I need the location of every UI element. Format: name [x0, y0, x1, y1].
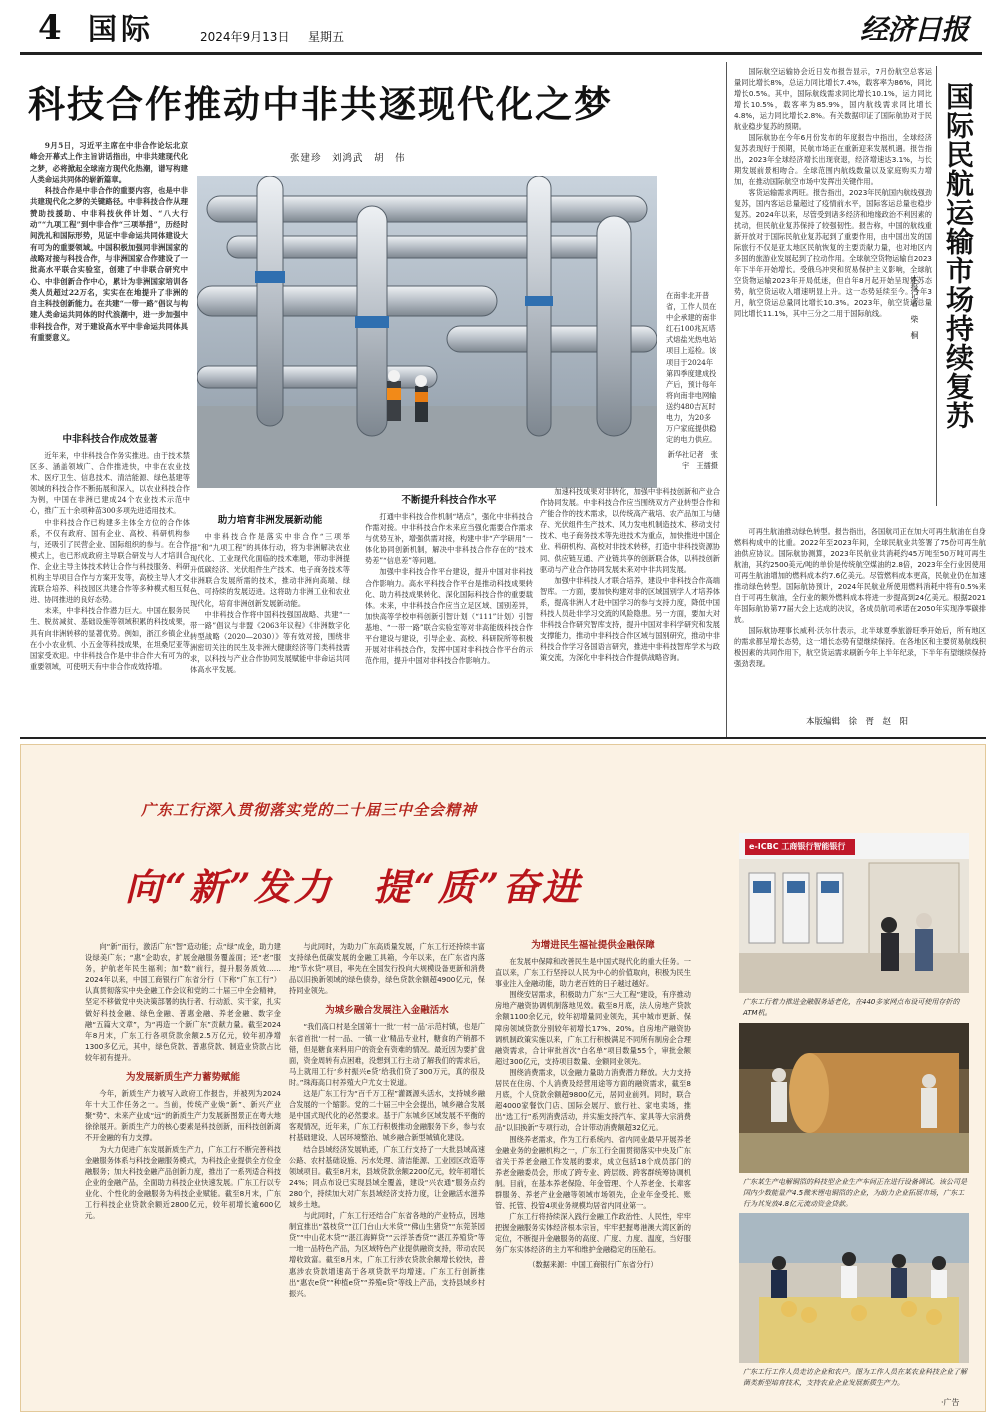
subhead-cooperation-results: 中非科技合作成效显著: [62, 434, 158, 445]
agriculture-visit-photo: [739, 1213, 969, 1363]
paragraph: 可再生航油推动绿色转型。报告指出，各国航司正在加大可再生航油在自身燃料构成中的比重。2022年至2023年间，全球民航业共签署了75份可再生航油供应协议。国际航协测算，2023年民航业共消耗约45万吨至50万吨可再生航油，其约2500美元/吨的单价是传统航空煤油的2.8倍，2023年全行业因使用可再生航油增加的燃料成本约7.6亿美元。尽管燃料成本更高，民航业仍在加速推动绿色转型。国际航协预计，2024年民航业所使用燃料消耗中将有0.5%来自于可再生航油，全行业的额外燃料成本将进一步提高到24亿美元。根据2021年国际航协第77届大会上达成的决议，各成员航司承诺在2050年实现净零碳排放。: [734, 527, 986, 624]
lead-intro: [30, 140, 188, 343]
paragraph: 中非科技合作将中国科技强国战略、共建“一带一路”倡议与非盟《2063年议程》《非洲数字化转型战略（2020—2030）》等有效对接，围绕非洲密切关注的民生及非洲大健康经济等门类科技需求，以科技与产业合作协同发展赋能中非命运共同体高水平发展。: [190, 609, 350, 675]
lead-section-2: [190, 490, 350, 675]
page-header: [0, 0, 1000, 56]
aviation-title: 国际民航运输市场持续复苏: [942, 82, 975, 430]
ad-subhead-urban-rural: 为城乡融合发展注入金融活水: [325, 1005, 449, 1017]
aviation-byline: 本报记者 柴 桐: [910, 275, 919, 339]
paragraph: “我们高口村是全国第十一批‘一村一品’示范村镇，也是广东省首批‘一村一品、一镇一业’精品专业村，糖食的产销都不错，但是糖食来料用户的资金有资难的情况。最近因为要扩盘面，资金周转有点困难，没想到工行主动了解我们的需求后，马上就用工行‘乡村振兴e贷’给我们贷了300万元，真的很及时。”珠海高口村养殖大户尤女士说道。: [289, 1022, 485, 1087]
aviation-text: [734, 66, 932, 319]
photo-caption-atm: 广东工行着力推进金融服务适老化，在440多家网点布设可使用存折的ATM机。: [743, 998, 960, 1017]
paragraph: 为大力促进广东发展新质生产力，广东工行不断完善科技金融服务体系与科技金融服务模式，为科技企业提供全方位金融服务；加大科技金融产品创新力度，推出了一系列适合科技企业的金融产品，全面助力科技企业快速发展。广东工行以专业化、个性化的金融服务为科技企业赋能。截至8月末，广东工行科技企业贷款余额近2800亿元，较年初增长逾600亿元。: [85, 1144, 281, 1221]
paragraph: 结合县域经济发展轨迹，广东工行支持了一大批县域高速公路、农村基础设施、污水处理、清洁能源、工业园区改造等领域项目。截至8月末，县域贷款余额2200亿元，较年初增长24%；同点布设已实现县域全覆盖，建设“兴农通”服务点约280个，持续加大对广东县域经济支持力度，让金融活水滋养城乡土地。: [289, 1144, 485, 1209]
ad-mark: ·广告: [941, 1398, 960, 1407]
bank-sign-text: e-ICBC 工商银行智能银行: [749, 842, 846, 851]
paragraph: 未来，中非科技合作潜力巨大。中国在服务民生、脱贫减贫、基础设施等领域积累的科技成果，具有向非洲转移的显著优势。例如，浙江乡镇企业在小小农业机、小五金等科技成果，在坦桑尼亚等国家受欢迎。中非科技合作是中非合作大有可为的重要领域，可使明天有中非合作成效持增。: [30, 606, 190, 671]
lead-intro-paragraph: 9月5日，习近平主席在中非合作论坛北京峰会开幕式上作主旨讲话指出，中非共建现代化之梦，必将掀起全球南方现代化热潮，谱写构建人类命运共同体的崭新篇章。: [30, 141, 188, 184]
paragraph: 今年，新质生产力被写入政府工作报告，并被列为2024年十大工作任务之一。当前，传统产业焕“新”、新兴产业聚“势”、未来产业成“远”的新质生产力发展新图景正在粤大地徐徐展开。新质生产力的核心要素是科技创新，而科技创新离不开金融的有力支撑。: [85, 1089, 281, 1143]
paragraph: 向“新”而行，激活广东“智”造动能；点“绿”成金，助力建设绿美广东；“惠”企助农，扩展金融服务覆盖面；还“老”服务，护航老年民生福利；加“数”前行，提升服务质效……2024年以来，中国工商银行广东省分行（下称“广东工行”）认真贯彻落实中央金融工作会议和党的二十届三中全会精神，坚定不移做党中央决策部署的执行者、行动派、实干家，扎实做好科技金融、绿色金融、普惠金融、养老金融、数字金融“五篇大文章”，为“再造一个新广东”贡献力量。截至2024年8月末，广东工行各项贷款余额2.5万亿元，较年初净增1300多亿元，其中，绿色贷款、普惠贷款、制造业贷款占比较年初有提升。: [85, 942, 281, 1062]
photo-caption-factory: 广东某生产电解铜箔的科技型企业生产车间正在进行设备调试。该公司是国内少数能量产4.5微米锂电铜箔的企业，为助力企业拓展市场，广东工行为其发放4.8亿元流动资金贷款。: [743, 1178, 967, 1208]
ad-col-3: [495, 937, 691, 1270]
photo-caption-text: 在南非北开普省，工作人员在中企承建的南非红石100兆瓦塔式熔盐光热电站项目上巡检。该项目于2024年第四季度建成投产后，预计每年将向南非电网输送约480吉瓦时电力，为20多万户家庭提供稳定的电力供应。: [666, 291, 717, 445]
issue-date: 2024年9月13日: [200, 30, 290, 44]
paragraph: 打通中非科技合作机制“堵点”，强化中非科技合作需对接。中非科技合作未来应当强化需要合作需求与优势互补，增强供需对接，构建中非“产学研用”一体化协同创新机制，解决中非科技合作存在的“技术势差”“信息差”等问题。: [365, 512, 533, 566]
subhead-new-momentum: 助力培育非洲发展新动能: [217, 515, 323, 526]
photo-credit: 新华社记者 张宇 王擂摄: [667, 450, 718, 471]
bank-branch-photo: [739, 833, 969, 993]
lead-byline: 张建珍 刘鸿武 胡 伟: [290, 153, 406, 164]
paragraph: 国际航协在今年6月份发布的年度报告中指出，全球经济复苏表现好于预期，民航市场正在重新迎来发展机遇。报告指出，2023年全球经济增长出现衰退，经济增速达3.1%，与长期发展前景相吻合。全球范围内航线数量以及家庭购买力增加，在推动国际航空市场中发挥出关键作用。: [734, 133, 932, 186]
paragraph: 客货运输需求两旺。报告指出，2023年民航国内航线强劲复苏，国内客运总量超过了疫情前水平，国际客运总量也稳步复苏。2024年以来，尽管受到诸多经济和地缘政治不利因素的扰动，但民航业复苏保持了较强韧性。报告称，中国的航线重新开放对于国际民航业复苏起到了重要作用，由中国出发的国际旅行不仅是亚太地区民航恢复的主要贡献力量，也对地区内多国的旅游业发展起到了拉动作用。全球航空货物运输自2023年下半年开始增长。受俄乌冲突和贸易保护主义影响，全球航空货物运输2023年开局低迷，但自年8月起开始呈现复苏态势，航空货运收入增速明显上升。这一态势延续至今。今年3月，航空货运总量同比增长10.3%。2023年，航空货运总量同比增长11.1%，其中三分之二用于国际航线。: [734, 188, 932, 318]
icbc-advertorial: [20, 744, 986, 1412]
lead-title: 科技合作推动中非共逐现代化之梦: [28, 82, 613, 126]
lead-section-1: [30, 425, 190, 672]
paragraph: 围绕消费需求，以金融力量助力消费潜力释放。大力支持居民在住房、个人消费及经营用途等方面的融资需求，截至8月底，个人贷款余额超9800亿元，居同业前列。同时，联合超4000家餐饮门店、国际会展厅、旅行社、家电卖场，推出“选工行”系列消费活动，并实施支持汽车、家具等大宗消费品“以旧换新”专项行动，合计带动消费额超32亿元。: [495, 1067, 691, 1133]
paragraph: 加速科技成果对非转化，加强中非科技创新和产业合作协同发展。中非科技合作应当围绕双方产业转型合作和产能合作的技术需求，以传统高产栽培、农产品加工与储存、光伏组件生产技术、风力发电机制造技术、移动支付技术、电子商务技术等先进技术为重点，加快推进中国企业、科研机构、高校对非技术转移，打造中非科技资源协同、供应链互通、产业链共享的创新联合体，以科技创新驱动与产业合作协同发展未来对中非共同发展。: [540, 487, 720, 574]
photo-caption: [666, 290, 718, 472]
ad-col-1: [85, 941, 281, 1221]
section-rule: [20, 737, 986, 739]
section-name: 国际: [88, 12, 155, 46]
page-editors: 本版编辑 徐 胥 赵 阳: [806, 717, 909, 727]
paragraph: 在发展中保障和改善民生是中国式现代化的重大任务。一直以来，广东工行坚持以人民为中心的价值取向，积极为民生事业注入金融动能，助力老百姓的日子越过越好。: [495, 957, 691, 989]
paragraph: 与此同时，为助力广东高质量发展，广东工行还持续丰富支持绿色低碳发展的金融工具箱，今年以来，在广东省内落地“节水贷”项目，率先在全国发行投向大规模设备更新和消费品以旧换新领域的绿色债券，绿色贷款余额超4900亿元，保持同业领先。: [289, 942, 485, 996]
paragraph: 围绕安居需求，积极助力广东“三大工程”建设，有序推动房地产融资协调机制落地见效。截至8月底，法人房地产贷款余额1100余亿元，较年初增量同业领先，其中城市更新、保障房领域贷款分别较年初增长17%、20%。自房地产融资协调机制政策实施以来，广东工行积极满足不同所有制房企合理融资需求，合计审批首次“白名单”项目数量55个，审批金额超过300亿元，支持项目数量、金额同业领先。: [495, 990, 691, 1066]
copper-foil-factory-photo: [739, 1023, 969, 1173]
ad-subhead-productivity: 为发展新质生产力蓄势赋能: [125, 1072, 240, 1084]
ad-col-2: [289, 941, 485, 1299]
paragraph: 中非科技合作是落实中非合作“三项举措”和“九项工程”的具体行动，将为非洲解决农业现代化、工业现代化面临的技术难题，带动非洲提升低碳经济、光伏组件生产技术、电子商务技术等非洲联合发展所需的技术，推动非洲向高端、绿色、可持续的发展迈进。这将助力非洲工业和农业现代化，培育非洲创新发展新动能。: [190, 532, 350, 608]
ad-kicker: 广东工行深入贯彻落实党的二十届三中全会精神: [141, 801, 478, 819]
subhead-improve-level: 不断提升科技合作水平: [401, 495, 497, 506]
issue-weekday: 星期五: [308, 30, 345, 44]
masthead-logo: 经济日报: [860, 13, 969, 46]
paragraph: 与此同时，广东工行还结合广东省各地的产业特点，因地制宜推出“荔枝贷”“江门台山大米贷”“佛山生猪贷”“东莞茶园贷”“中山花木贷”“湛江海鲜贷”“云浮茶香贷”“湛江养殖贷”等一地一品特色产品，为区域特色产业提供融资支持，带动农民增收致富。截至8月末，广东工行涉农贷款余额增长较快，普惠涉农贷款增速高于各项贷款平均增速。广东工行创新推出“惠农e贷”“种植e贷”“养殖e贷”等线上产品，支持县域乡村振兴。: [289, 1211, 485, 1298]
aviation-text-wide: [734, 526, 986, 669]
paragraph: 中非科技合作已构建多主体全方位的合作体系，不仅有政府、国有企业、高校、科研机构参与，还吸引了民营企业、国际组织的参与。在合作模式上，也已形成政府主导联合研发与人才培训合作、企业主导主体技术转让合作与科技服务、科研机构主导项目合作与方案开发等，高校主导人才交流联合培养、科技园区共建合作等多种模式相互促进、协同推进的良好态势。: [30, 517, 190, 605]
paragraph: 加强中非科技人才联合培养，建设中非科技合作高端智库。一方面，要加快构建对非的区域国别学人才培养体系，提高非洲人才赴中国学习的参与支持力度，降低中国科技人员赴非学习交流的风险隐患。另一方面，要加大对非科技合作研究智库支持，提升中国对非科学研究和发展支撑能力，推动中非科技合作区域与国别研究，推动中非科技合作学习各国语言研究，推进中非科技智库学术与政策交流，为深化中非科技合作提供战略咨询。: [540, 575, 720, 663]
ad-subhead-livelihood: 为增进民生福祉提供金融保障: [531, 940, 655, 951]
paragraph: 国际航协理事长威利·沃尔什表示，北半球夏季旅游旺季开始后，所有地区的需求都呈增长态势，这一增长态势有望继续保持。在各地区和主要贸易航线积极因素的共同作用下，航空货运需求刷新今年上半年纪录，下半年有望继续保持强劲表现。: [734, 626, 986, 668]
ad-source: （数据来源：中国工商银行广东省分行）: [528, 1259, 658, 1269]
aviation-title-rule: [936, 66, 937, 506]
paragraph: 加强中非科技合作平台建设，提升中国对非科技合作影响力。高水平科技合作平台是推动科技成果转化、助力科技成果转化、深化国际科技合作的重要载体。未来，中非科技合作应当立足区域、国别差异，加快高等学校申科创新引智计划（“111”计划）引智基地、“一带一路”联合实验室等对非高能级科技合作平台建设与建设，引导企业、高校、科研院所等积极开展对非科技合作，发挥中国对非科技合作平台的示范作用，提升中国对非科技合作影响力。: [365, 567, 533, 666]
column-divider: [726, 62, 727, 737]
lead-section-3-cont: [540, 486, 720, 664]
ad-headline: 向“新”发力 提“质”奋进: [125, 865, 583, 909]
lead-intro-paragraph: 科技合作是中非合作的重要内容，也是中非共建现代化之梦的关键路径。中非科技合作从理赞助技援助、中非科技伙伴计划、“八大行动”“九项工程”到中非合作“三项举措”，历经时间洗礼和国际形势，见证中非命运共同体建设大有可为的重要领域。中国积极加强同非洲国家的战略对接与科技合作，与非洲国家合作建设了一批高水平联合实验室，创建了中非联合研究中心、中非创新合作中心，累计为非洲国家培训各类人员超过22万名，实实在在地提升了非洲的自主科技创新能力。在共建“一带一路”倡议与构建人类命运共同体的时代浪潮中，进一步加强中非科技合作，对于建设高水平中非命运共同体具有重要意义。: [30, 186, 188, 343]
paragraph: 国际航空运输协会近日发布报告显示，7月份航空总客运量同比增长8%，总运力同比增长7.4%，载客率为86%，同比增长0.5%。其中，国际航线需求同比增长10.1%，运力同比增长10.5%，载客率为85.9%，国内航线需求同比增长4.8%，运力同比增长2.8%。有关数据印证了国际航协对于民航业稳步复苏的预期。: [734, 67, 932, 131]
solar-plant-photo: [197, 176, 657, 488]
page-number: 4: [38, 8, 62, 48]
lead-section-3: [365, 486, 533, 666]
photo-caption-agriculture: 广东工行工作人员走访企业和农户。图为工作人员在某农业科技企业了解菌类新型培育技术，支持农业企业发展新质生产力。: [743, 1368, 967, 1387]
paragraph: 围绕养老需求，作为工行系统内、省内同业最早开展养老金融业务的金融机构之一，广东工行全面贯彻落实中央及广东省关于养老金融工作发展的要求，成立包括18个成员部门的养老金融委员会，形成了跨专业、跨层级、跨客群统筹协调机制。目前，在基本养老保险、年金管理、个人养老金、长辈客群服务、养老产业金融等领域市场领先，企业年金受托、账管、托管、投管4项业务规模均居省内同业第一。: [495, 1134, 691, 1211]
header-rule: [20, 52, 982, 55]
paragraph: 这是广东工行为“百千万工程”灌溉源头活水，支持城乡融合发展的一个缩影。党的二十届三中全会提出，城乡融合发展是中国式现代化的必然要求。基于广东城乡区域发展不平衡的客观情况，近年来，广东工行积极推动金融服务下乡，参与农村基础建设、人居环境整治、城乡融合新型城镇化建设。: [289, 1089, 485, 1143]
paragraph: 广东工行将持续深入践行金融工作政治性、人民性，牢牢把握金融服务实体经济根本宗旨，牢牢把握粤港澳大湾区新的定位，不断提升金融服务的高度、广度、力度、温度，当好服务广东实体经济的主力军和维护金融稳定的压舱石。: [495, 1212, 691, 1255]
paragraph: 近年来，中非科技合作务实推进。由于技术禁区多、涵盖领域广、合作推进快，中非在农业技术、医疗卫生、信息技术、清洁能源、绿色基建等领域的科技合作不断拓展和深入，以农业科技合作为例，中国在非洲已建成24个农业技术示范中心，推广五十余项种苗300多项先进适用技术。: [30, 451, 190, 516]
